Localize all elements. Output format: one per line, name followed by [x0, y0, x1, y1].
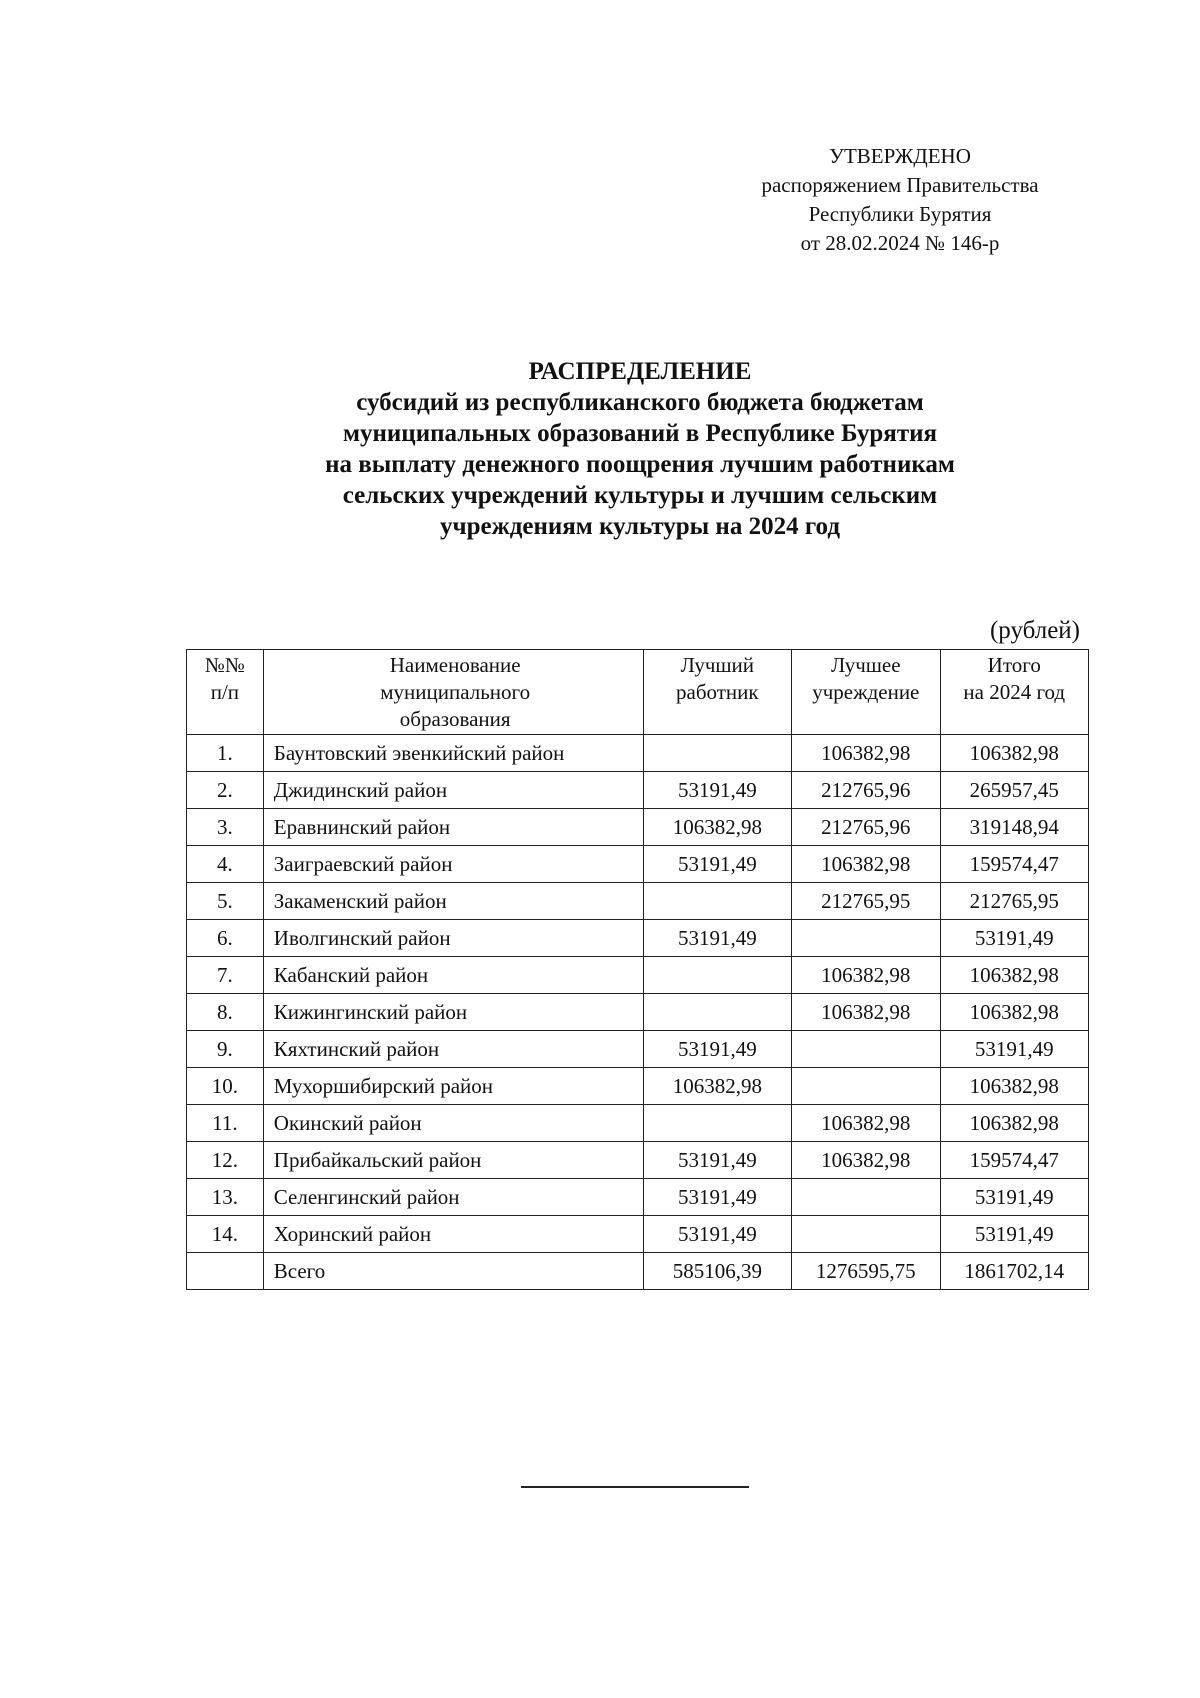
- row-institution: 212765,96: [792, 809, 940, 846]
- table-row: [187, 994, 1089, 1031]
- row-institution: 106382,98: [792, 735, 940, 772]
- row-number: 6.: [187, 920, 264, 957]
- row-name: Прибайкальский район: [263, 1142, 643, 1179]
- total-institution: 1276595,75: [792, 1253, 940, 1290]
- table-row: [187, 1142, 1089, 1179]
- row-worker: 53191,49: [643, 1031, 791, 1068]
- header-text: Лучший: [680, 653, 755, 677]
- row-worker: 53191,49: [643, 1142, 791, 1179]
- row-number: 5.: [187, 883, 264, 920]
- header-num: [187, 650, 264, 735]
- row-institution: 212765,96: [792, 772, 940, 809]
- approval-date-number: от 28.02.2024 № 146-р: [800, 231, 1000, 255]
- total-label: Всего: [263, 1253, 643, 1290]
- row-institution: 212765,95: [792, 883, 940, 920]
- row-name: Селенгинский район: [263, 1179, 643, 1216]
- row-number: 4.: [187, 846, 264, 883]
- table-row: [187, 883, 1089, 920]
- total-number: [187, 1253, 264, 1290]
- table-row: [187, 735, 1089, 772]
- row-number: 13.: [187, 1179, 264, 1216]
- header-text: работник: [676, 680, 759, 704]
- header-text: учреждение: [812, 680, 920, 704]
- header-text: на 2024 год: [963, 680, 1066, 704]
- row-total: 212765,95: [940, 883, 1088, 920]
- title-line: на выплату денежного поощрения лучшим работникам: [325, 451, 955, 478]
- row-worker: [643, 735, 791, 772]
- row-number: 14.: [187, 1216, 264, 1253]
- row-total: 106382,98: [940, 1105, 1088, 1142]
- header-text: Наименование: [389, 653, 521, 677]
- table-row: [187, 1031, 1089, 1068]
- row-worker: 53191,49: [643, 920, 791, 957]
- row-total: 265957,45: [940, 772, 1088, 809]
- table-row: [187, 1068, 1089, 1105]
- table-row: [187, 1179, 1089, 1216]
- row-total: 106382,98: [940, 735, 1088, 772]
- row-name: Окинский район: [263, 1105, 643, 1142]
- row-institution: [792, 1031, 940, 1068]
- row-name: Кяхтинский район: [263, 1031, 643, 1068]
- approval-stamp: [700, 142, 1100, 258]
- title-line: учреждениям культуры на 2024 год: [440, 513, 840, 540]
- header-text: №№: [204, 653, 245, 677]
- table-row: [187, 1216, 1089, 1253]
- header-institution: [792, 650, 940, 735]
- header-name: [263, 650, 643, 735]
- row-total: 53191,49: [940, 1031, 1088, 1068]
- row-total: 106382,98: [940, 957, 1088, 994]
- row-name: Хоринский район: [263, 1216, 643, 1253]
- row-name: Баунтовский эвенкийский район: [263, 735, 643, 772]
- header-text: Лучшее: [830, 653, 901, 677]
- row-number: 12.: [187, 1142, 264, 1179]
- row-worker: [643, 883, 791, 920]
- row-worker: 106382,98: [643, 1068, 791, 1105]
- table-row: [187, 772, 1089, 809]
- row-institution: 106382,98: [792, 957, 940, 994]
- title-line: субсидий из республиканского бюджета бюджетам: [356, 389, 924, 416]
- header-text: образования: [399, 707, 511, 731]
- total-worker: 585106,39: [643, 1253, 791, 1290]
- row-worker: 53191,49: [643, 1179, 791, 1216]
- row-number: 3.: [187, 809, 264, 846]
- title-heading: РАСПРЕДЕЛЕНИЕ: [528, 358, 752, 385]
- row-worker: [643, 1105, 791, 1142]
- table-row: [187, 809, 1089, 846]
- row-total: 53191,49: [940, 1179, 1088, 1216]
- table-row: [187, 1105, 1089, 1142]
- title-line: муниципальных образований в Республике Бурятия: [342, 420, 938, 447]
- header-text: муниципального: [380, 680, 531, 704]
- header-total: [940, 650, 1088, 735]
- row-institution: 106382,98: [792, 1105, 940, 1142]
- row-institution: [792, 1216, 940, 1253]
- row-number: 9.: [187, 1031, 264, 1068]
- header-worker: [643, 650, 791, 735]
- row-worker: 53191,49: [643, 772, 791, 809]
- title-line: сельских учреждений культуры и лучшим сельским: [342, 482, 938, 509]
- units-label: (рублей): [989, 617, 1080, 644]
- row-total: 159574,47: [940, 1142, 1088, 1179]
- row-number: 7.: [187, 957, 264, 994]
- header-text: п/п: [210, 680, 240, 704]
- row-institution: [792, 1068, 940, 1105]
- row-name: Кабанский район: [263, 957, 643, 994]
- row-total: 159574,47: [940, 846, 1088, 883]
- row-total: 53191,49: [940, 1216, 1088, 1253]
- row-name: Заиграевский район: [263, 846, 643, 883]
- row-name: Мухоршибирский район: [263, 1068, 643, 1105]
- row-number: 2.: [187, 772, 264, 809]
- row-institution: [792, 920, 940, 957]
- row-name: Еравнинский район: [263, 809, 643, 846]
- row-name: Джидинский район: [263, 772, 643, 809]
- row-name: Кижингинский район: [263, 994, 643, 1031]
- row-name: Иволгинский район: [263, 920, 643, 957]
- row-worker: 106382,98: [643, 809, 791, 846]
- row-total: 106382,98: [940, 1068, 1088, 1105]
- table-row: [187, 920, 1089, 957]
- table-total-row: [187, 1253, 1089, 1290]
- header-text: Итого: [987, 653, 1041, 677]
- row-total: 53191,49: [940, 920, 1088, 957]
- approval-by: распоряжением Правительства: [761, 173, 1039, 197]
- row-number: 11.: [187, 1105, 264, 1142]
- row-worker: [643, 994, 791, 1031]
- row-institution: 106382,98: [792, 846, 940, 883]
- approval-title: УТВЕРЖДЕНО: [829, 144, 971, 168]
- row-number: 1.: [187, 735, 264, 772]
- row-worker: [643, 957, 791, 994]
- end-separator-line: [521, 1486, 749, 1488]
- row-number: 10.: [187, 1068, 264, 1105]
- approval-region: Республики Бурятия: [808, 202, 992, 226]
- row-total: 319148,94: [940, 809, 1088, 846]
- document-title: [190, 356, 1090, 542]
- total-sum: 1861702,14: [940, 1253, 1088, 1290]
- table-header-row: [187, 650, 1089, 735]
- distribution-table: [186, 649, 1089, 1290]
- table-row: [187, 846, 1089, 883]
- row-total: 106382,98: [940, 994, 1088, 1031]
- row-worker: 53191,49: [643, 846, 791, 883]
- row-institution: 106382,98: [792, 994, 940, 1031]
- table-row: [187, 957, 1089, 994]
- row-institution: [792, 1179, 940, 1216]
- row-name: Закаменский район: [263, 883, 643, 920]
- row-institution: 106382,98: [792, 1142, 940, 1179]
- row-number: 8.: [187, 994, 264, 1031]
- row-worker: 53191,49: [643, 1216, 791, 1253]
